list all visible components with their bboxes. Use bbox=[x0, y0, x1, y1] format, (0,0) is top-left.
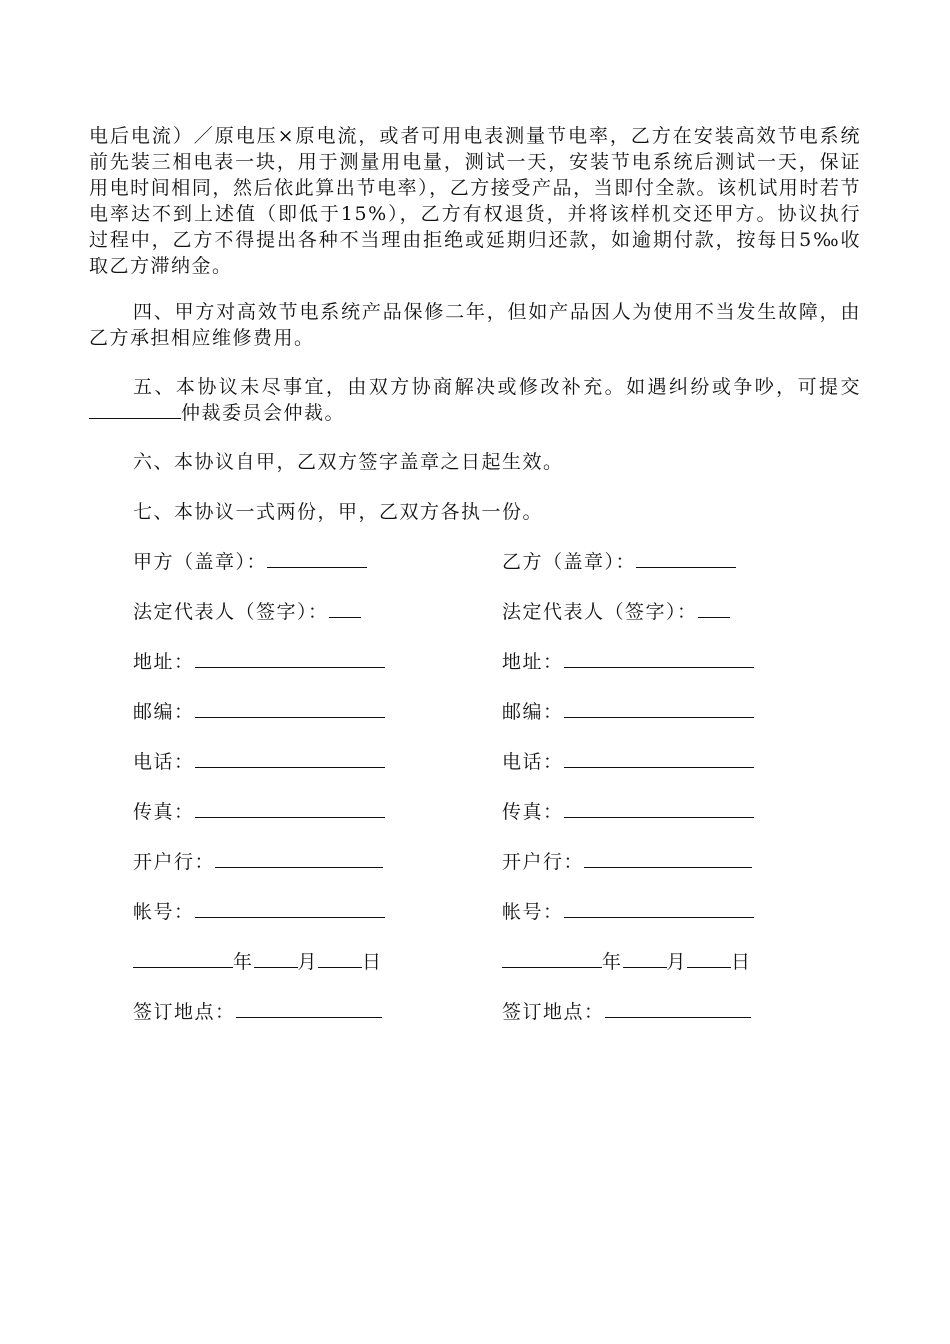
party-a-seal-label: 甲方（盖章）： bbox=[133, 551, 268, 573]
party-a-place-blank bbox=[236, 999, 382, 1018]
party-a-bank-blank bbox=[215, 849, 383, 868]
party-a-phone-label: 电话： bbox=[133, 751, 195, 773]
clause-6: 六、本协议自甲，乙双方签字盖章之日起生效。 bbox=[133, 451, 564, 473]
party-b-seal-label: 乙方（盖章）： bbox=[502, 551, 637, 573]
party-a-rep-blank bbox=[329, 599, 361, 618]
party-a-phone-blank bbox=[195, 749, 385, 768]
party-b-phone-row bbox=[502, 749, 754, 775]
party-a-account-label: 帐号： bbox=[133, 901, 195, 923]
party-a-bank-label: 开户行： bbox=[133, 851, 216, 873]
party-b-address-row bbox=[502, 649, 754, 675]
party-a-fax-row bbox=[133, 799, 385, 825]
party-b-place-blank bbox=[605, 999, 751, 1018]
party-a-seal-row bbox=[133, 549, 367, 575]
party-a-address-blank bbox=[195, 649, 385, 668]
party-b-fax-blank bbox=[564, 799, 754, 818]
party-a-rep-label: 法定代表人（签字）： bbox=[133, 601, 329, 623]
party-b-bank-label: 开户行： bbox=[502, 851, 585, 873]
party-b-year-label: 年 bbox=[602, 951, 623, 973]
party-b-rep-blank bbox=[698, 599, 730, 618]
party-b-bank-blank bbox=[584, 849, 752, 868]
party-a-postcode-blank bbox=[195, 699, 385, 718]
party-a-account-row bbox=[133, 899, 385, 925]
party-b-place-row bbox=[502, 999, 751, 1025]
party-b-rep-row bbox=[502, 599, 730, 625]
party-a-year-blank bbox=[133, 949, 233, 968]
clause-5-tail: 仲裁委员会仲裁。 bbox=[181, 402, 346, 424]
clause-4: 四、甲方对高效节电系统产品保修二年，但如产品因人为使用不当发生故障，由乙方承担相应维修费用。 bbox=[89, 301, 861, 349]
party-a-fax-blank bbox=[195, 799, 385, 818]
party-b-month-label: 月 bbox=[666, 951, 688, 973]
clause-5-text: 五、本协议未尽事宜，由双方协商解决或修改补充。如遇纠纷或争吵，可提交 bbox=[133, 376, 861, 398]
party-a-place-label: 签订地点： bbox=[133, 1001, 236, 1023]
party-b-address-blank bbox=[564, 649, 754, 668]
party-a-address-label: 地址： bbox=[133, 651, 195, 673]
party-a-place-row bbox=[133, 999, 382, 1025]
party-a-phone-row bbox=[133, 749, 385, 775]
party-b-place-label: 签订地点： bbox=[502, 1001, 605, 1023]
party-b-fax-label: 传真： bbox=[502, 801, 564, 823]
party-b-postcode-row bbox=[502, 699, 754, 725]
party-b-month-blank bbox=[623, 949, 667, 968]
party-b-address-label: 地址： bbox=[502, 651, 564, 673]
party-a-month-label: 月 bbox=[297, 951, 319, 973]
party-b-day-label: 日 bbox=[731, 951, 752, 973]
party-b-phone-blank bbox=[564, 749, 754, 768]
party-a-postcode-row bbox=[133, 699, 385, 725]
party-b-account-label: 帐号： bbox=[502, 901, 564, 923]
party-b-fax-row bbox=[502, 799, 754, 825]
party-a-seal-blank bbox=[267, 549, 367, 568]
clause-7: 七、本协议一式两份，甲，乙双方各执一份。 bbox=[133, 501, 544, 523]
party-b-account-blank bbox=[564, 899, 754, 918]
clause-5 bbox=[89, 374, 861, 426]
party-b-date-row bbox=[502, 949, 752, 975]
party-a-account-blank bbox=[195, 899, 385, 918]
party-b-postcode-label: 邮编： bbox=[502, 701, 564, 723]
party-a-day-label: 日 bbox=[362, 951, 383, 973]
party-b-day-blank bbox=[687, 949, 731, 968]
party-b-rep-label: 法定代表人（签字）： bbox=[502, 601, 698, 623]
clause-3-continuation: 电后电流）／原电压×原电流，或者可用电表测量节电率，乙方在安装高效节电系统前先装三相电表一块，用于测量用电量，测试一天，安装节电系统后测试一天，保证用电时间相同，然后依此算出节电率），乙方接受产品，当即付全款。该机试用时若节电率达不到上述值（即低于15%），乙方有权退货，并将该样机交还甲方。协议执行过程中，乙方不得提出各种不当理由拒绝或延期归还款，如逾期付款，按每日5‰收取乙方滞纳金。 bbox=[89, 125, 861, 277]
party-a-address-row bbox=[133, 649, 385, 675]
party-b-seal-blank bbox=[636, 549, 736, 568]
party-a-bank-row bbox=[133, 849, 383, 875]
party-a-fax-label: 传真： bbox=[133, 801, 195, 823]
party-a-rep-row bbox=[133, 599, 361, 625]
party-b-bank-row bbox=[502, 849, 752, 875]
party-b-account-row bbox=[502, 899, 754, 925]
party-b-postcode-blank bbox=[564, 699, 754, 718]
party-a-day-blank bbox=[318, 949, 362, 968]
party-a-postcode-label: 邮编： bbox=[133, 701, 195, 723]
party-b-phone-label: 电话： bbox=[502, 751, 564, 773]
party-b-year-blank bbox=[502, 949, 602, 968]
party-a-year-label: 年 bbox=[233, 951, 254, 973]
arbitration-blank bbox=[89, 400, 181, 419]
party-a-date-row bbox=[133, 949, 383, 975]
party-a-month-blank bbox=[254, 949, 298, 968]
party-b-seal-row bbox=[502, 549, 736, 575]
